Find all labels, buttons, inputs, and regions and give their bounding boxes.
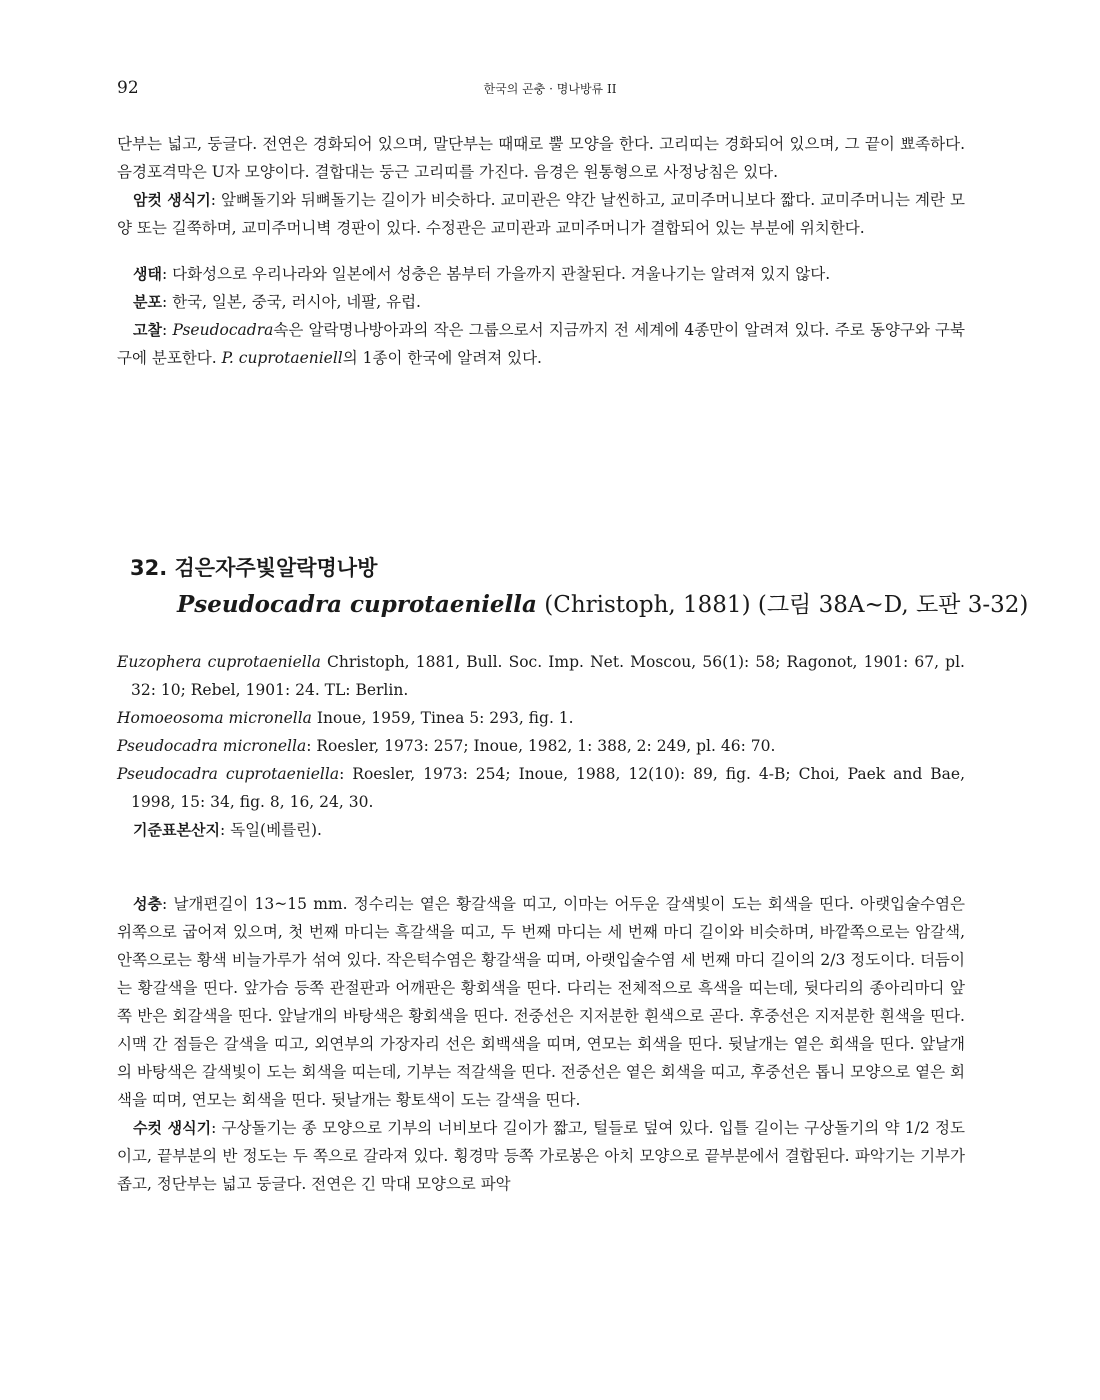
synonym-name: Pseudocadra micronella bbox=[117, 737, 307, 755]
male-genitalia-paragraph bbox=[117, 1114, 965, 1198]
synonym-entry bbox=[117, 704, 965, 732]
section-scientific-name bbox=[177, 586, 1028, 619]
remarks-paragraph bbox=[117, 316, 965, 372]
synonym-entry bbox=[117, 648, 965, 704]
remarks-text-a: : bbox=[161, 321, 173, 339]
synonymy-block bbox=[117, 648, 965, 844]
synonym-reference: Inoue, 1959, Tinea 5: 293, fig. 1. bbox=[311, 709, 574, 727]
synonym-reference: : Roesler, 1973: 257; Inoue, 1982, 1: 388, 2: 249, pl. 46: 70. bbox=[306, 737, 776, 755]
type-locality-text: : 독일(베를린). bbox=[219, 821, 322, 839]
remarks-label: 고찰 bbox=[133, 321, 162, 339]
adult-text: : 날개편길이 13~15 mm. 정수리는 옅은 황갈색을 띠고, 이마는 어두운 갈색빛이 도는 회색을 띤다. 아랫입술수염은 위쪽으로 굽어져 있으며, 첫 번째 마디는 흑갈색을 띠고, 두 번째 마디는 세 번째 마디 길이와 비슷하며, 바깥쪽으로는 암갈색, 안쪽으로는 황색 비늘가루가 섞여 있다. 작은턱수염은 황갈색을 띠며, 아랫입술수염 세 번째 마디 길이의 2/3 정도이다. 더듬이는 황갈색을 띤다. 앞가슴 등쪽 관절판과 어깨판은 황회색을 띤다. 다리는 전체적으로 흑색을 띠는데, 뒷다리의 종아리마디 앞쪽 반은 회갈색을 띤다. 앞날개의 바탕색은 황회색을 띤다. 전중선은 지저분한 흰색으로 곧다. 후중선은 지저분한 흰색을 띤다. 시맥 간 점들은 갈색을 띠고, 외연부의 가장자리 선은 회백색을 띠며, 연모는 회색을 띤다. 뒷날개는 옅은 회색을 띤다. 앞날개의 바탕색은 갈색빛이 도는 회색을 띠는데, 기부는 적갈색을 띤다. 전중선은 옅은 회색을 띠고, 후중선은 톱니 모양으로 옅은 회색을 띠며, 연모는 회색을 띤다. 뒷날개는 황토색이 도는 갈색을 띤다. bbox=[117, 895, 965, 1109]
remarks-genus: Pseudocadra bbox=[172, 321, 274, 339]
male-genitalia-label: 수컷 생식기 bbox=[133, 1119, 212, 1137]
female-genitalia-paragraph bbox=[117, 186, 965, 242]
remarks-text-c: 의 1종이 한국에 알려져 있다. bbox=[342, 349, 542, 367]
description-block bbox=[117, 890, 965, 1198]
type-locality bbox=[117, 816, 965, 844]
synonym-entry bbox=[117, 732, 965, 760]
page-number: 92 bbox=[117, 78, 139, 98]
male-genitalia-text: : 구상돌기는 종 모양으로 기부의 너비보다 길이가 짧고, 털들로 덮여 있다. 입틀 길이는 구상돌기의 약 1/2 정도이고, 끝부분의 반 정도는 두 쪽으로 갈라져 있다. 횡경막 등쪽 가로봉은 아치 모양으로 끝부분에서 결합된다. 파악기는 기부가 좁고, 정단부는 넓고 둥글다. 전연은 긴 막대 모양으로 파악 bbox=[117, 1119, 965, 1193]
synonym-name: Euzophera cuprotaeniella bbox=[117, 653, 321, 671]
scientific-name: Pseudocadra cuprotaeniella bbox=[177, 591, 537, 618]
ecology-paragraph bbox=[117, 260, 965, 288]
synonym-name: Pseudocadra cuprotaeniella bbox=[117, 765, 340, 783]
ecology-text: : 다화성으로 우리나라와 일본에서 성충은 봄부터 가을까지 관찰된다. 겨울나기는 알려져 있지 않다. bbox=[161, 265, 831, 283]
synonym-reference: Christoph, 1881, Bull. Soc. Imp. Net. Moscou, 56(1): 58; Ragonot, 1901: 67, pl. 32: 10; Rebel, 1901: 24. TL: Berlin. bbox=[131, 653, 965, 699]
female-genitalia-text: : 앞뼈돌기와 뒤뼈돌기는 길이가 비슷하다. 교미관은 약간 날씬하고, 교미주머니보다 짧다. 교미주머니는 계란 모양 또는 길쭉하며, 교미주머니벽 경판이 있다. 수정관은 교미관과 교미주머니가 결합되어 있는 부분에 위치한다. bbox=[117, 191, 965, 237]
distribution-text: : 한국, 일본, 중국, 러시아, 네팔, 유럽. bbox=[161, 293, 421, 311]
adult-label: 성충 bbox=[133, 895, 162, 913]
scientific-author: (Christoph, 1881) bbox=[536, 592, 751, 618]
type-locality-label: 기준표본산지 bbox=[133, 821, 220, 839]
synonym-reference: : Roesler, 1973: 254; Inoue, 1988, 12(10): 89, fig. 4-B; Choi, Paek and Bae, 1998, 15: 34, fig. 8, 16, 24, 30. bbox=[131, 765, 965, 811]
synonym-entry bbox=[117, 760, 965, 816]
remarks-species: P. cuprotaeniell bbox=[221, 349, 343, 367]
distribution-label: 분포 bbox=[133, 293, 162, 311]
synonym-name: Homoeosoma micronella bbox=[117, 709, 312, 727]
intro-paragraph: 단부는 넓고, 둥글다. 전연은 경화되어 있으며, 말단부는 때때로 뿔 모양을 한다. 고리띠는 경화되어 있으며, 그 끝이 뾰족하다. 음경포격막은 U자 모양이다. 결합대는 둥근 고리띠를 가진다. 음경은 원통형으로 사정낭침은 있다. bbox=[117, 135, 965, 181]
remarks-text-b: 속은 알락명나방아과의 작은 그룹으로서 지금까지 전 세계에 4종만이 알려져 있다. 주로 동양구와 구북구에 분포한다. bbox=[117, 321, 966, 367]
distribution-paragraph bbox=[117, 288, 965, 316]
section-title: 32. 검은자주빛알락명나방 bbox=[130, 556, 378, 580]
running-head: 한국의 곤충 · 명나방류 II bbox=[483, 82, 617, 96]
figure-references: (그림 38A~D, 도판 3-32) bbox=[750, 592, 1029, 618]
female-genitalia-label: 암컷 생식기 bbox=[133, 191, 211, 209]
adult-description bbox=[117, 890, 965, 1114]
intro-block bbox=[117, 130, 965, 372]
ecology-label: 생태 bbox=[133, 265, 162, 283]
